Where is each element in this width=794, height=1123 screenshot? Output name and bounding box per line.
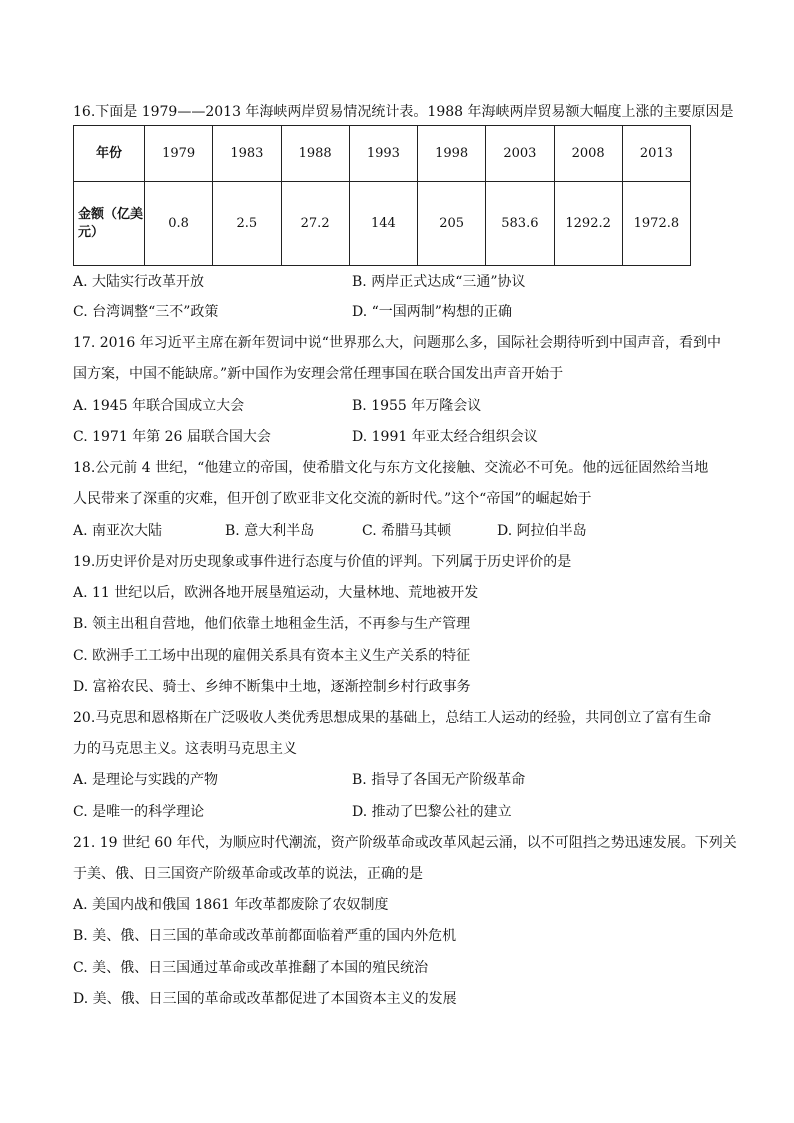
q19-option-d: D. 富裕农民、骑士、乡绅不断集中土地，逐渐控制乡村行政事务 bbox=[73, 679, 471, 695]
q20-stem-line-2: 力的马克思主义。这表明马克思主义 bbox=[73, 741, 297, 757]
amount-header: 金额（亿美元） bbox=[74, 182, 145, 266]
q21-option-b: B. 美、俄、日三国的革命或改革前都面临着严重的国内外危机 bbox=[73, 928, 457, 944]
q16-stem: 16.下面是 1979——2013 年海峡两岸贸易情况统计表。1988 年海峡两岸贸易额大幅度上涨的主要原因是 bbox=[73, 104, 734, 120]
q19-option-b: B. 领主出租自营地，他们依靠土地租金生活，不再参与生产管理 bbox=[73, 616, 471, 632]
year-cell: 1983 bbox=[213, 126, 281, 182]
amount-cell: 205 bbox=[418, 182, 486, 266]
amount-cell: 27.2 bbox=[281, 182, 349, 266]
amount-cell: 583.6 bbox=[486, 182, 554, 266]
amount-cell: 144 bbox=[349, 182, 417, 266]
year-cell: 1988 bbox=[281, 126, 349, 182]
amount-cell: 1972.8 bbox=[622, 182, 690, 266]
amount-cell: 0.8 bbox=[145, 182, 213, 266]
q19-option-c: C. 欧洲手工工场中出现的雇佣关系具有资本主义生产关系的特征 bbox=[73, 648, 471, 664]
trade-table bbox=[73, 125, 691, 266]
q18-option-a: A. 南亚次大陆 bbox=[73, 523, 163, 539]
q18-option-d: D. 阿拉伯半岛 bbox=[497, 523, 587, 539]
year-cell: 2008 bbox=[554, 126, 622, 182]
q21-stem-line-1: 21. 19 世纪 60 年代，为顺应时代潮流，资产阶级革命或改革风起云涌，以不可阻挡之势迅速发展。下列关 bbox=[73, 835, 737, 851]
q18-stem-line-2: 人民带来了深重的灾难，但开创了欧亚非文化交流的新时代。”这个“帝国”的崛起始于 bbox=[73, 491, 592, 507]
q20-option-c: C. 是唯一的科学理论 bbox=[73, 804, 205, 820]
q18-option-b: B. 意大利半岛 bbox=[225, 523, 315, 539]
q16-option-a: A. 大陆实行改革开放 bbox=[73, 274, 205, 290]
year-cell: 1993 bbox=[349, 126, 417, 182]
q20-option-a: A. 是理论与实践的产物 bbox=[73, 772, 219, 788]
year-cell: 2003 bbox=[486, 126, 554, 182]
amount-cell: 1292.2 bbox=[554, 182, 622, 266]
amount-cell: 2.5 bbox=[213, 182, 281, 266]
q16-option-b: B. 两岸正式达成“三通”协议 bbox=[352, 274, 526, 290]
q21-option-d: D. 美、俄、日三国的革命或改革都促进了本国资本主义的发展 bbox=[73, 991, 457, 1007]
q18-stem-line-1: 18.公元前 4 世纪，“他建立的帝国，使希腊文化与东方文化接触、交流必不可免。他的远征固然给当地 bbox=[73, 460, 709, 476]
year-cell: 2013 bbox=[622, 126, 690, 182]
q20-option-d: D. 推动了巴黎公社的建立 bbox=[352, 804, 512, 820]
table-row-years bbox=[74, 126, 691, 182]
q18-option-c: C. 希腊马其顿 bbox=[362, 523, 452, 539]
q20-option-b: B. 指导了各国无产阶级革命 bbox=[352, 772, 526, 788]
q17-option-d: D. 1991 年亚太经合组织会议 bbox=[352, 429, 538, 445]
q17-option-a: A. 1945 年联合国成立大会 bbox=[73, 398, 245, 414]
q16-option-d: D. “一国两制”构想的正确 bbox=[352, 304, 512, 320]
table-row-amounts bbox=[74, 182, 691, 266]
q17-stem-line-1: 17. 2016 年习近平主席在新年贺词中说“世界那么大，问题那么多，国际社会期待听到中国声音，看到中 bbox=[73, 335, 721, 351]
q19-option-a: A. 11 世纪以后，欧洲各地开展垦殖运动，大量林地、荒地被开发 bbox=[73, 585, 479, 601]
year-header: 年份 bbox=[74, 126, 145, 182]
q17-option-c: C. 1971 年第 26 届联合国大会 bbox=[73, 429, 271, 445]
q21-option-a: A. 美国内战和俄国 1861 年改革都废除了农奴制度 bbox=[73, 897, 389, 913]
year-cell: 1998 bbox=[418, 126, 486, 182]
q16-option-c: C. 台湾调整“三不”政策 bbox=[73, 304, 219, 320]
q17-option-b: B. 1955 年万隆会议 bbox=[352, 398, 482, 414]
year-cell: 1979 bbox=[145, 126, 213, 182]
q20-stem-line-1: 20.马克思和恩格斯在广泛吸收人类优秀思想成果的基础上，总结工人运动的经验，共同创立了富有生命 bbox=[73, 710, 712, 726]
q21-option-c: C. 美、俄、日三国通过革命或改革推翻了本国的殖民统治 bbox=[73, 960, 429, 976]
q17-stem-line-2: 国方案，中国不能缺席。”新中国作为安理会常任理事国在联合国发出声音开始于 bbox=[73, 366, 564, 382]
q19-stem: 19.历史评价是对历史现象或事件进行态度与价值的评判。下列属于历史评价的是 bbox=[73, 554, 572, 570]
q21-stem-line-2: 于美、俄、日三国资产阶级革命或改革的说法，正确的是 bbox=[73, 866, 423, 882]
